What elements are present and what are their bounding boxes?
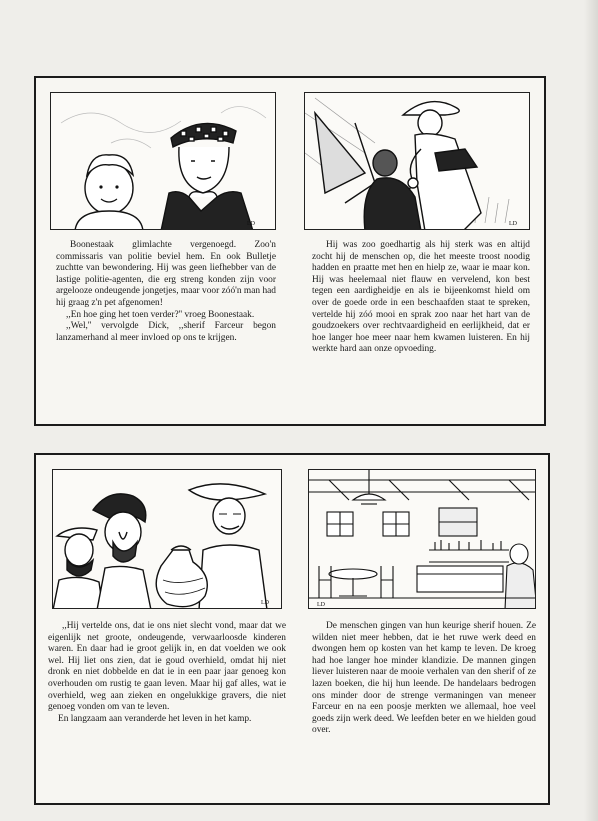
saloon-interior-drawing [309, 470, 536, 609]
bottom-right-illustration [308, 469, 536, 609]
top-comic-sheet [34, 76, 546, 426]
paragraph: ,,Hij vertelde ons, dat ie ons niet slecht vond, maar dat we eigenlijk net groote, ondeugende, verwaarloosde kinderen waren. En daar had ie groot gelijk in, en dat voelden we ook wel. Hij liet ons zien, dat ie goud overhield, omdat hij niet dronk en niet dobbelde en dat ie in een paar jaar genoeg kon overhouden om rustig te gaan leven. Maar hij gaf alles, wat ie overhield, weg aan zieken en ongelukkige gravers, die niet genoeg vonden om van te leven. [48, 621, 286, 713]
top-right-illustration [304, 92, 530, 230]
svg-text:LD: LD [509, 221, 517, 227]
paragraph: ,,Wel,'' vervolgde Dick, ,,sherif Farceur begon lanzamerhand al meer invloed op ons te krijgen. [56, 321, 276, 343]
top-right-text [312, 240, 530, 356]
bottom-left-text [48, 621, 286, 725]
bottom-comic-sheet [34, 453, 550, 805]
svg-text:LD: LD [247, 221, 255, 227]
paragraph: De menschen gingen van hun keurige sherif houen. Ze wilden niet meer hebben, dat ie het ruwe werk deed en dwongen hem op kosten van het kamp te leven. De kroeg had hoe langer hoe minder klandizie. De mannen gingen liever luisteren naar de mooie verhalen van den sherif of ze lazen boeken, die hij hun leende. De handelaars bedrogen ons minder door de strenge vermaningen van meneer Farceur en na een poosje merkten we allemaal, hoe veel goeds zijn werk deed. We leefden beter en we hielden goud over. [312, 621, 536, 736]
boy-and-man-drawing [51, 93, 276, 230]
bottom-right-text [312, 621, 536, 737]
paragraph: En langzaam aan veranderde het leven in het kamp. [58, 713, 252, 724]
bottom-left-illustration [52, 469, 282, 609]
page-edge-shadow [584, 0, 598, 821]
paragraph: Hij was zoo goedhartig als hij sterk was en altijd zocht hij de menschen op, die het meeste troost noodig hadden en praatte met hen en hielp ze, waar ie maar kon. Hij was heelemaal niet flauw en vervelend, kon best tegen een aardigheidje en als ie bijeenkomst hield om over de goede orde in een beschaafden staat te spreken, vertelde hij zóó mooi en sprak zoo naar het hart van de goudzoekers over rechtvaardigheid en eerlijkheid, dat er hoe langer hoe meer naar hem kwamen luisteren. En hij werkte hard aan onze opvoeding. [312, 240, 530, 355]
top-left-text [56, 240, 276, 344]
svg-text:LD: LD [261, 600, 269, 606]
sheriff-helping-drawing [305, 93, 530, 230]
men-and-sheriff-drawing [53, 470, 282, 609]
paragraph: Boonestaak glimlachte vergenoegd. Zoo'n commissaris van politie beviel hem. En ook Bulletje zuchtte van bewondering. Hij was geen liefhebber van de lastige politie-agenten, die erg streng konden zijn voor argelooze ondeugende jongetjes, maar voor zóó'n man had hij graag z'n pet afgenomen! [56, 240, 276, 308]
top-left-illustration [50, 92, 276, 230]
svg-text:LD: LD [317, 602, 325, 608]
paragraph: ,,En hoe ging het toen verder?'' vroeg Boonestaak. [66, 309, 255, 320]
